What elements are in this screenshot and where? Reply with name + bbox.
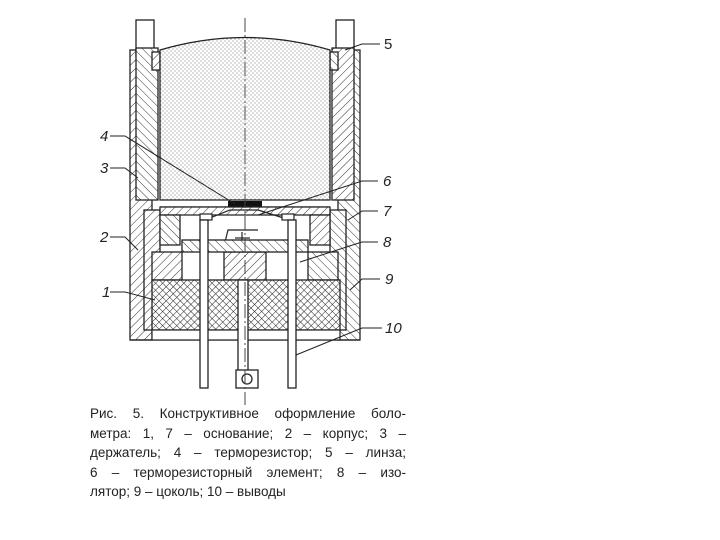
caption-line-1: Рис. 5. Конструктивное оформление боло- — [90, 406, 406, 421]
label-2: 2 — [100, 229, 109, 246]
caption-line-3: держатель; 4 – терморезистор; 5 – линза; — [90, 445, 406, 460]
caption-line-5: лятор; 9 – цоколь; 10 – выводы — [90, 484, 286, 499]
label-9: 9 — [385, 271, 394, 288]
caption-line-2: метра: 1, 7 – основание; 2 – корпус; 3 – — [90, 425, 406, 441]
label-8: 8 — [383, 234, 392, 251]
caption-line-4: 6 – терморезисторный элемент; 8 – изо- — [90, 464, 406, 480]
label-3: 3 — [100, 160, 109, 177]
label-5: 5 — [384, 36, 393, 53]
label-4: 4 — [100, 128, 109, 145]
label-6: 6 — [383, 173, 392, 190]
figure-caption — [90, 404, 406, 502]
label-10: 10 — [385, 320, 402, 337]
label-7: 7 — [383, 203, 392, 220]
label-1: 1 — [102, 284, 111, 301]
